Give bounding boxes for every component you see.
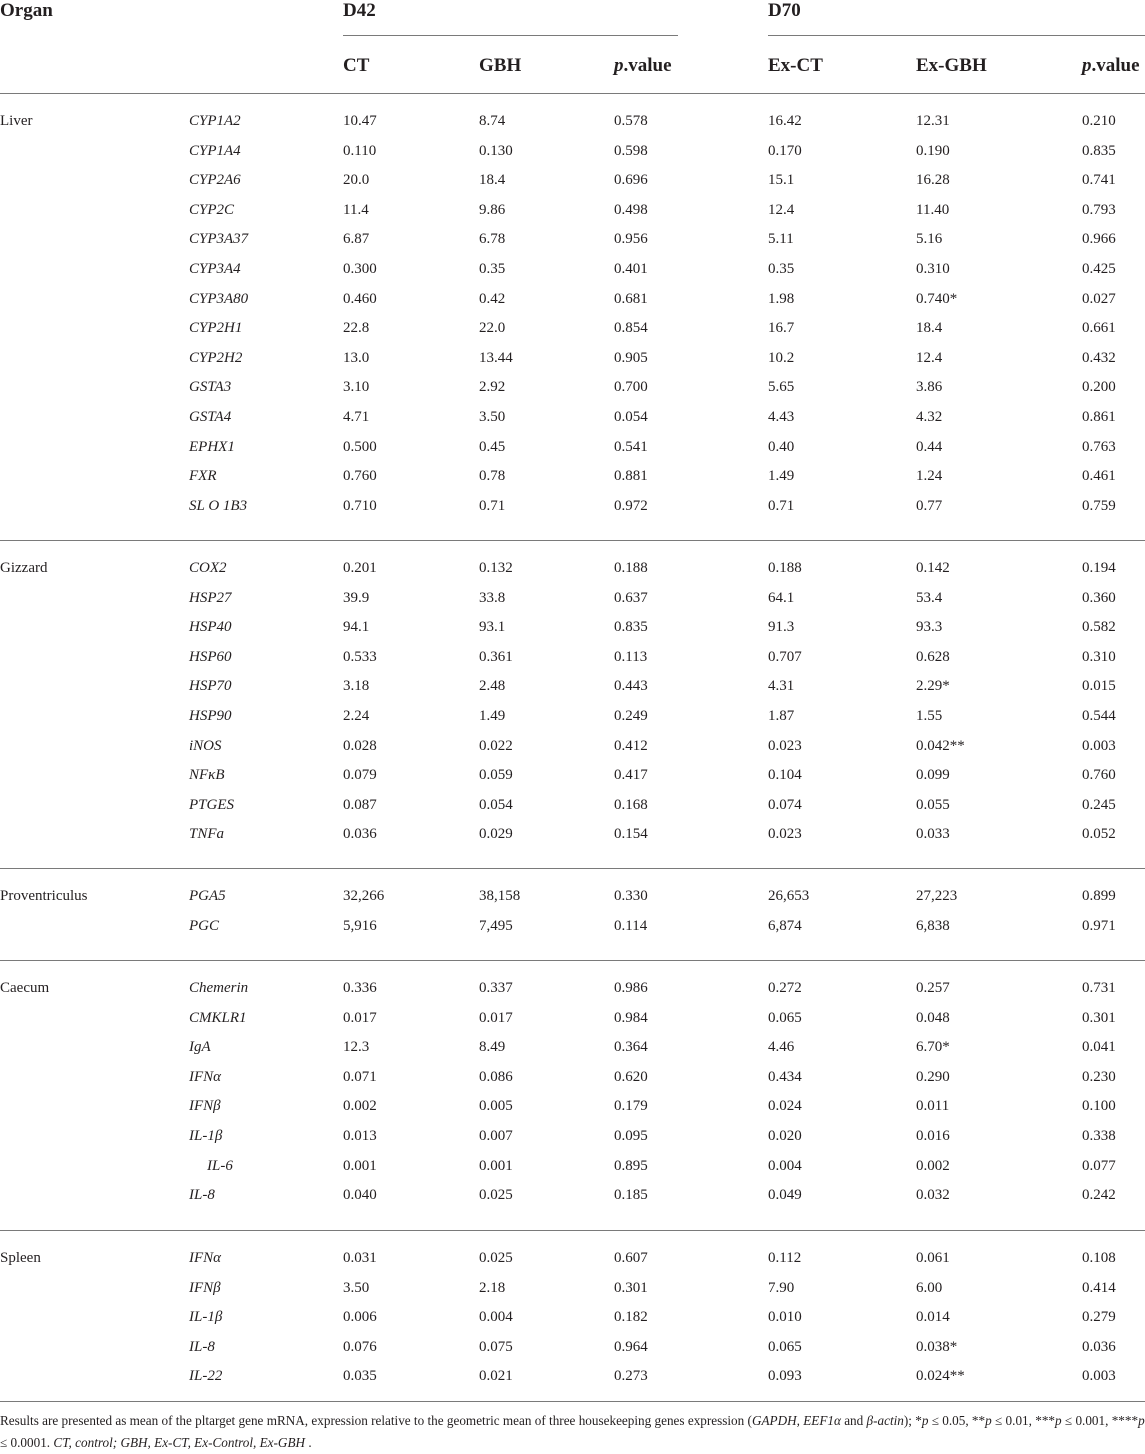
table-cell: 0.700 — [614, 379, 648, 396]
table-cell: 0.059 — [479, 767, 513, 784]
table-cell: 0.835 — [1082, 142, 1116, 159]
column-header: Ex-CT — [768, 55, 823, 76]
table-cell: 1.49 — [768, 468, 795, 485]
table-cell: 0.079 — [343, 767, 377, 784]
table-cell: 0.190 — [916, 142, 950, 159]
table-cell: 0.835 — [614, 619, 648, 636]
gene-name: HSP70 — [189, 678, 232, 695]
table-cell: 0.607 — [614, 1250, 648, 1266]
table-cell: 0.741 — [1082, 172, 1116, 189]
table-cell: 0.971 — [1082, 917, 1116, 934]
table-cell: 1.87 — [768, 708, 795, 724]
table-cell: 0.443 — [614, 678, 648, 695]
gene-name: IgA — [189, 1039, 211, 1056]
table-cell: 0.498 — [614, 201, 648, 218]
table-cell: 0.360 — [1082, 589, 1116, 606]
table-cell: 0.054 — [614, 409, 648, 425]
table-cell: 0.201 — [343, 560, 377, 576]
table-cell: 0.895 — [614, 1157, 648, 1174]
table-cell: 15.1 — [768, 172, 795, 189]
table-cell: 0.194 — [1082, 560, 1116, 576]
table-cell: 0.112 — [768, 1250, 802, 1266]
table-cell: 0.710 — [343, 497, 377, 514]
gene-name: GSTA4 — [189, 409, 232, 425]
table-cell: 0.681 — [614, 290, 648, 307]
table-cell: 0.002 — [343, 1098, 377, 1115]
table-cell: 0.003 — [1082, 1368, 1116, 1385]
table-cell: 1.98 — [768, 290, 795, 307]
table-cell: 13.0 — [343, 349, 370, 366]
table-cell: 0.760 — [1082, 767, 1116, 784]
gene-name: HSP60 — [189, 648, 232, 665]
table-cell: 94.1 — [343, 619, 370, 636]
table-cell: 0.004 — [479, 1309, 513, 1326]
table-cell: 33.8 — [479, 589, 506, 606]
table-cell: 16.7 — [768, 320, 795, 337]
table-cell: 4.43 — [768, 409, 795, 425]
table-cell: 0.017 — [343, 1009, 377, 1026]
table-cell: 0.425 — [1082, 261, 1116, 277]
table-cell: 0.036 — [1082, 1338, 1116, 1355]
table-cell: 0.065 — [768, 1009, 802, 1026]
table-cell: 12.3 — [343, 1039, 370, 1056]
table-cell: 0.014 — [916, 1309, 950, 1326]
table-cell: 10.47 — [343, 113, 377, 129]
table-cell: 2.48 — [479, 678, 506, 695]
column-header: GBH — [479, 55, 522, 76]
table-cell: 7.90 — [768, 1279, 795, 1296]
table-cell: 0.301 — [1082, 1009, 1116, 1026]
table-cell: 6,838 — [916, 917, 950, 934]
table-cell: 0.230 — [1082, 1068, 1116, 1085]
table-cell: 0.290 — [916, 1068, 950, 1085]
gene-name: CYP3A37 — [189, 231, 249, 248]
table-cell: 0.100 — [1082, 1098, 1116, 1115]
gene-name: TNFa — [189, 826, 225, 843]
table-cell: 4.71 — [343, 409, 370, 425]
column-header: Ex-GBH — [916, 55, 987, 76]
table-cell: 0.364 — [614, 1039, 648, 1056]
gene-name: PTGES — [189, 796, 234, 813]
table-cell: 0.007 — [479, 1128, 513, 1144]
table-cell: 5.65 — [768, 379, 795, 396]
table-cell: 0.074 — [768, 796, 802, 813]
table-cell: 0.003 — [1082, 737, 1116, 754]
gene-name: NFκB — [189, 767, 225, 784]
table-cell: 0.412 — [614, 737, 648, 754]
table-cell: 0.130 — [479, 142, 513, 159]
table-cell: 0.052 — [1082, 826, 1116, 843]
table-cell: 10.2 — [768, 349, 795, 366]
table-cell: 0.628 — [916, 648, 950, 665]
group-header-d42: D42 — [343, 0, 376, 21]
table-cell: 0.417 — [614, 767, 648, 784]
table-cell: 0.35 — [479, 261, 506, 277]
table-cell: 0.042** — [916, 737, 965, 754]
table-cell: 3.18 — [343, 678, 370, 695]
gene-name: EPHX1 — [189, 438, 235, 455]
table-cell: 0.025 — [479, 1187, 513, 1204]
gene-name: IFNβ — [189, 1279, 221, 1296]
table-cell: 0.055 — [916, 796, 950, 813]
organ-name: Proventriculus — [0, 888, 88, 904]
table-cell: 0.541 — [614, 438, 648, 455]
table-cell: 0.760 — [343, 468, 377, 485]
table-cell: 0.168 — [614, 796, 648, 813]
table-cell: 0.170 — [768, 142, 802, 159]
table-cell: 0.048 — [916, 1009, 950, 1026]
table-cell: 0.310 — [916, 261, 950, 277]
table-cell: 0.763 — [1082, 438, 1116, 455]
table-cell: 0.78 — [479, 468, 506, 485]
section-rule — [0, 540, 1145, 541]
table-cell: 32,266 — [343, 888, 385, 904]
table-cell: 4.46 — [768, 1039, 795, 1056]
table-cell: 22.8 — [343, 320, 370, 337]
table-cell: 0.038* — [916, 1338, 958, 1355]
table-cell: 0.200 — [1082, 379, 1116, 396]
section-rule — [0, 960, 1145, 961]
table-cell: 27,223 — [916, 888, 958, 904]
table-cell: 0.984 — [614, 1009, 648, 1026]
gene-name: IFNβ — [189, 1098, 221, 1115]
table-cell: 0.461 — [1082, 468, 1116, 485]
table-cell: 0.337 — [479, 980, 513, 996]
table-cell: 0.132 — [479, 560, 513, 576]
table-cell: 0.021 — [479, 1368, 513, 1385]
table-cell: 0.006 — [343, 1309, 377, 1326]
table-cell: 9.86 — [479, 201, 506, 218]
table-cell: 6.78 — [479, 231, 506, 248]
table-cell: 0.740* — [916, 290, 958, 307]
table-cell: 0.71 — [479, 497, 506, 514]
table-cell: 0.001 — [343, 1157, 377, 1174]
table-cell: 6.70* — [916, 1039, 950, 1056]
column-header: p.value — [614, 55, 672, 76]
column-header: p.value — [1082, 55, 1140, 76]
table-cell: 1.55 — [916, 708, 943, 724]
table-cell: 6.87 — [343, 231, 370, 248]
table-cell: 0.154 — [614, 826, 648, 843]
table-cell: 0.017 — [479, 1009, 513, 1026]
table-cell: 0.42 — [479, 290, 506, 307]
table-cell: 0.108 — [1082, 1250, 1116, 1266]
organ-name: Liver — [0, 113, 33, 129]
table-cell: 0.414 — [1082, 1279, 1116, 1296]
table-cell: 0.031 — [343, 1250, 377, 1266]
table-cell: 16.28 — [916, 172, 950, 189]
gene-name: HSP90 — [189, 708, 232, 724]
gene-name: CYP2A6 — [189, 172, 241, 189]
table-cell: 93.3 — [916, 619, 943, 636]
table-footnote: Results are presented as mean of the pltarget gene mRNA, expression relative to the geometric mean of three housekeeping genes expression (GAPDH, EEF1α and β-actin); *p ≤ 0.05, **p ≤ 0.01, ***p ≤ 0.001, ****p ≤ 0.0001. CT, control; GBH, Ex-CT, Ex-Control, Ex-GBH . — [0, 1413, 1145, 1450]
table-cell: 0.114 — [614, 917, 648, 934]
table-cell: 0.361 — [479, 648, 513, 665]
table-cell: 0.049 — [768, 1187, 802, 1204]
table-cell: 0.35 — [768, 261, 795, 277]
table-cell: 18.4 — [479, 172, 506, 189]
table-cell: 93.1 — [479, 619, 506, 636]
table-cell: 4.31 — [768, 678, 795, 695]
table-cell: 5,916 — [343, 917, 377, 934]
table-cell: 16.42 — [768, 113, 802, 129]
table-cell: 0.661 — [1082, 320, 1116, 337]
table-cell: 0.966 — [1082, 231, 1116, 248]
table-cell: 0.582 — [1082, 619, 1116, 636]
section-rule — [0, 868, 1145, 869]
table-cell: 0.023 — [768, 737, 802, 754]
table-cell: 0.279 — [1082, 1309, 1116, 1326]
table-cell: 5.16 — [916, 231, 943, 248]
organ-name: Spleen — [0, 1250, 41, 1266]
table-cell: 6.00 — [916, 1279, 943, 1296]
table-cell: 0.257 — [916, 980, 950, 996]
table-cell: 0.036 — [343, 826, 377, 843]
table-cell: 0.77 — [916, 497, 943, 514]
table-cell: 0.972 — [614, 497, 648, 514]
table-cell: 0.598 — [614, 142, 648, 159]
table-cell: 0.242 — [1082, 1187, 1116, 1204]
table-cell: 0.024 — [768, 1098, 802, 1115]
gene-name: IL-8 — [189, 1187, 215, 1204]
table-cell: 0.001 — [479, 1157, 513, 1174]
table-cell: 0.020 — [768, 1128, 802, 1144]
gene-name: IL-1β — [189, 1309, 223, 1326]
gene-name: CYP2H1 — [189, 320, 243, 337]
section-rule — [0, 1401, 1145, 1402]
gene-name: IFNα — [189, 1068, 222, 1085]
table-cell: 0.71 — [768, 497, 795, 514]
gene-name: CYP3A4 — [189, 261, 241, 277]
table-cell: 6,874 — [768, 917, 802, 934]
group-header-d70: D70 — [768, 0, 801, 21]
table-cell: 0.075 — [479, 1338, 513, 1355]
table-cell: 0.027 — [1082, 290, 1116, 307]
table-cell: 0.245 — [1082, 796, 1116, 813]
table-cell: 0.032 — [916, 1187, 950, 1204]
table-cell: 11.40 — [916, 201, 950, 218]
table-cell: 0.110 — [343, 142, 377, 159]
table-cell: 0.578 — [614, 113, 648, 129]
header-rule — [0, 93, 1145, 94]
table-cell: 0.025 — [479, 1250, 513, 1266]
table-cell: 0.179 — [614, 1098, 648, 1115]
table-cell: 0.016 — [916, 1128, 950, 1144]
table-cell: 0.023 — [768, 826, 802, 843]
table-cell: 0.460 — [343, 290, 377, 307]
table-cell: 3.10 — [343, 379, 370, 396]
table-cell: 0.076 — [343, 1338, 377, 1355]
table-cell: 0.793 — [1082, 201, 1116, 218]
table-cell: 0.185 — [614, 1187, 648, 1204]
table-cell: 0.013 — [343, 1128, 377, 1144]
table-cell: 0.45 — [479, 438, 506, 455]
organ-name: Caecum — [0, 980, 50, 996]
table-cell: 0.002 — [916, 1157, 950, 1174]
table-cell: 0.028 — [343, 737, 377, 754]
table-cell: 3.50 — [343, 1279, 370, 1296]
table-cell: 0.033 — [916, 826, 950, 843]
table-cell: 0.041 — [1082, 1039, 1116, 1056]
table-cell: 0.301 — [614, 1279, 648, 1296]
table-cell: 0.071 — [343, 1068, 377, 1085]
table-cell: 0.964 — [614, 1338, 648, 1355]
table-cell: 7,495 — [479, 917, 513, 934]
table-cell: 0.086 — [479, 1068, 513, 1085]
gene-name: SL O 1B3 — [189, 497, 248, 514]
table-cell: 1.24 — [916, 468, 943, 485]
gene-name: HSP40 — [189, 619, 232, 636]
table-cell: 0.004 — [768, 1157, 802, 1174]
table-cell: 0.707 — [768, 648, 802, 665]
table-cell: 0.696 — [614, 172, 648, 189]
table-cell: 0.986 — [614, 980, 648, 996]
gene-name: FXR — [189, 468, 217, 485]
table-cell: 0.899 — [1082, 888, 1116, 904]
table-cell: 3.50 — [479, 409, 506, 425]
table-cell: 0.040 — [343, 1187, 377, 1204]
column-header: CT — [343, 55, 370, 76]
rule-d70 — [768, 35, 1145, 36]
table-cell: 26,653 — [768, 888, 810, 904]
table-cell: 0.022 — [479, 737, 513, 754]
table-cell: 0.099 — [916, 767, 950, 784]
gene-name: Chemerin — [189, 980, 249, 996]
table-cell: 0.010 — [768, 1309, 802, 1326]
table-cell: 38,158 — [479, 888, 521, 904]
table-cell: 0.300 — [343, 261, 377, 277]
table-cell: 91.3 — [768, 619, 795, 636]
table-cell: 0.249 — [614, 708, 648, 724]
table-cell: 0.881 — [614, 468, 648, 485]
gene-name: PGC — [189, 917, 219, 934]
table-cell: 3.86 — [916, 379, 943, 396]
organ-header: Organ — [0, 0, 53, 21]
table-cell: 0.182 — [614, 1309, 648, 1326]
table-cell: 0.310 — [1082, 648, 1116, 665]
table-cell: 39.9 — [343, 589, 370, 606]
table-cell: 0.015 — [1082, 678, 1116, 695]
table-cell: 13.44 — [479, 349, 513, 366]
table-cell: 53.4 — [916, 589, 943, 606]
table-cell: 0.40 — [768, 438, 795, 455]
table-cell: 5.11 — [768, 231, 794, 248]
gene-name: IL-1β — [189, 1128, 223, 1144]
table-cell: 0.861 — [1082, 409, 1116, 425]
table-cell: 64.1 — [768, 589, 795, 606]
gene-name: CYP1A2 — [189, 113, 241, 129]
table-cell: 0.093 — [768, 1368, 802, 1385]
table-cell: 12.4 — [916, 349, 943, 366]
gene-name: CYP3A80 — [189, 290, 249, 307]
table-cell: 18.4 — [916, 320, 943, 337]
table-cell: 0.854 — [614, 320, 648, 337]
table-cell: 0.338 — [1082, 1128, 1116, 1144]
table-cell: 0.188 — [614, 560, 648, 576]
table-cell: 0.401 — [614, 261, 648, 277]
table-cell: 0.024** — [916, 1368, 965, 1385]
table-cell: 0.077 — [1082, 1157, 1116, 1174]
gene-name: HSP27 — [189, 589, 232, 606]
table-cell: 20.0 — [343, 172, 370, 189]
table-cell: 4.32 — [916, 409, 943, 425]
table-cell: 0.620 — [614, 1068, 648, 1085]
table-cell: 0.544 — [1082, 708, 1116, 724]
gene-name: CYP2C — [189, 201, 235, 218]
table-cell: 0.104 — [768, 767, 802, 784]
table-cell: 0.095 — [614, 1128, 648, 1144]
organ-name: Gizzard — [0, 560, 48, 576]
table-cell: 0.956 — [614, 231, 648, 248]
gene-name: CMKLR1 — [189, 1009, 247, 1026]
table-cell: 0.035 — [343, 1368, 377, 1385]
gene-name: iNOS — [189, 737, 222, 754]
table-cell: 0.432 — [1082, 349, 1116, 366]
table-cell: 0.330 — [614, 888, 648, 904]
table-cell: 0.637 — [614, 589, 648, 606]
gene-name: IL-6 — [207, 1157, 233, 1174]
table-cell: 0.273 — [614, 1368, 648, 1385]
table-cell: 0.142 — [916, 560, 950, 576]
table-cell: 0.44 — [916, 438, 943, 455]
table-cell: 12.4 — [768, 201, 795, 218]
rule-d42 — [343, 35, 678, 36]
table-cell: 8.74 — [479, 113, 506, 129]
gene-name: COX2 — [189, 560, 227, 576]
table-cell: 0.759 — [1082, 497, 1116, 514]
gene-name: CYP2H2 — [189, 349, 243, 366]
table-cell: 0.065 — [768, 1338, 802, 1355]
table-cell: 0.087 — [343, 796, 377, 813]
table-cell: 0.731 — [1082, 980, 1116, 996]
table-cell: 0.434 — [768, 1068, 802, 1085]
table-cell: 0.005 — [479, 1098, 513, 1115]
gene-name: PGA5 — [189, 888, 226, 904]
table-cell: 2.29* — [916, 678, 950, 695]
table-cell: 0.054 — [479, 796, 513, 813]
table-cell: 2.92 — [479, 379, 506, 396]
gene-name: IL-8 — [189, 1338, 215, 1355]
table-cell: 0.210 — [1082, 113, 1116, 129]
table-cell: 0.011 — [916, 1098, 950, 1115]
table-cell: 0.188 — [768, 560, 802, 576]
table-cell: 0.905 — [614, 349, 648, 366]
table-cell: 2.24 — [343, 708, 370, 724]
table-cell: 8.49 — [479, 1039, 506, 1056]
table-cell: 11.4 — [343, 201, 369, 218]
table-cell: 0.336 — [343, 980, 377, 996]
gene-name: IL-22 — [189, 1368, 223, 1385]
table-cell: 0.061 — [916, 1250, 950, 1266]
gene-name: CYP1A4 — [189, 142, 241, 159]
table-cell: 0.272 — [768, 980, 802, 996]
table-cell: 1.49 — [479, 708, 506, 724]
gene-name: GSTA3 — [189, 379, 232, 396]
table-cell: 0.113 — [614, 648, 648, 665]
table-cell: 22.0 — [479, 320, 506, 337]
table-cell: 0.500 — [343, 438, 377, 455]
section-rule — [0, 1230, 1145, 1231]
gene-name: IFNα — [189, 1250, 222, 1266]
table-cell: 12.31 — [916, 113, 950, 129]
table-cell: 0.029 — [479, 826, 513, 843]
table-cell: 2.18 — [479, 1279, 506, 1296]
table-cell: 0.533 — [343, 648, 377, 665]
